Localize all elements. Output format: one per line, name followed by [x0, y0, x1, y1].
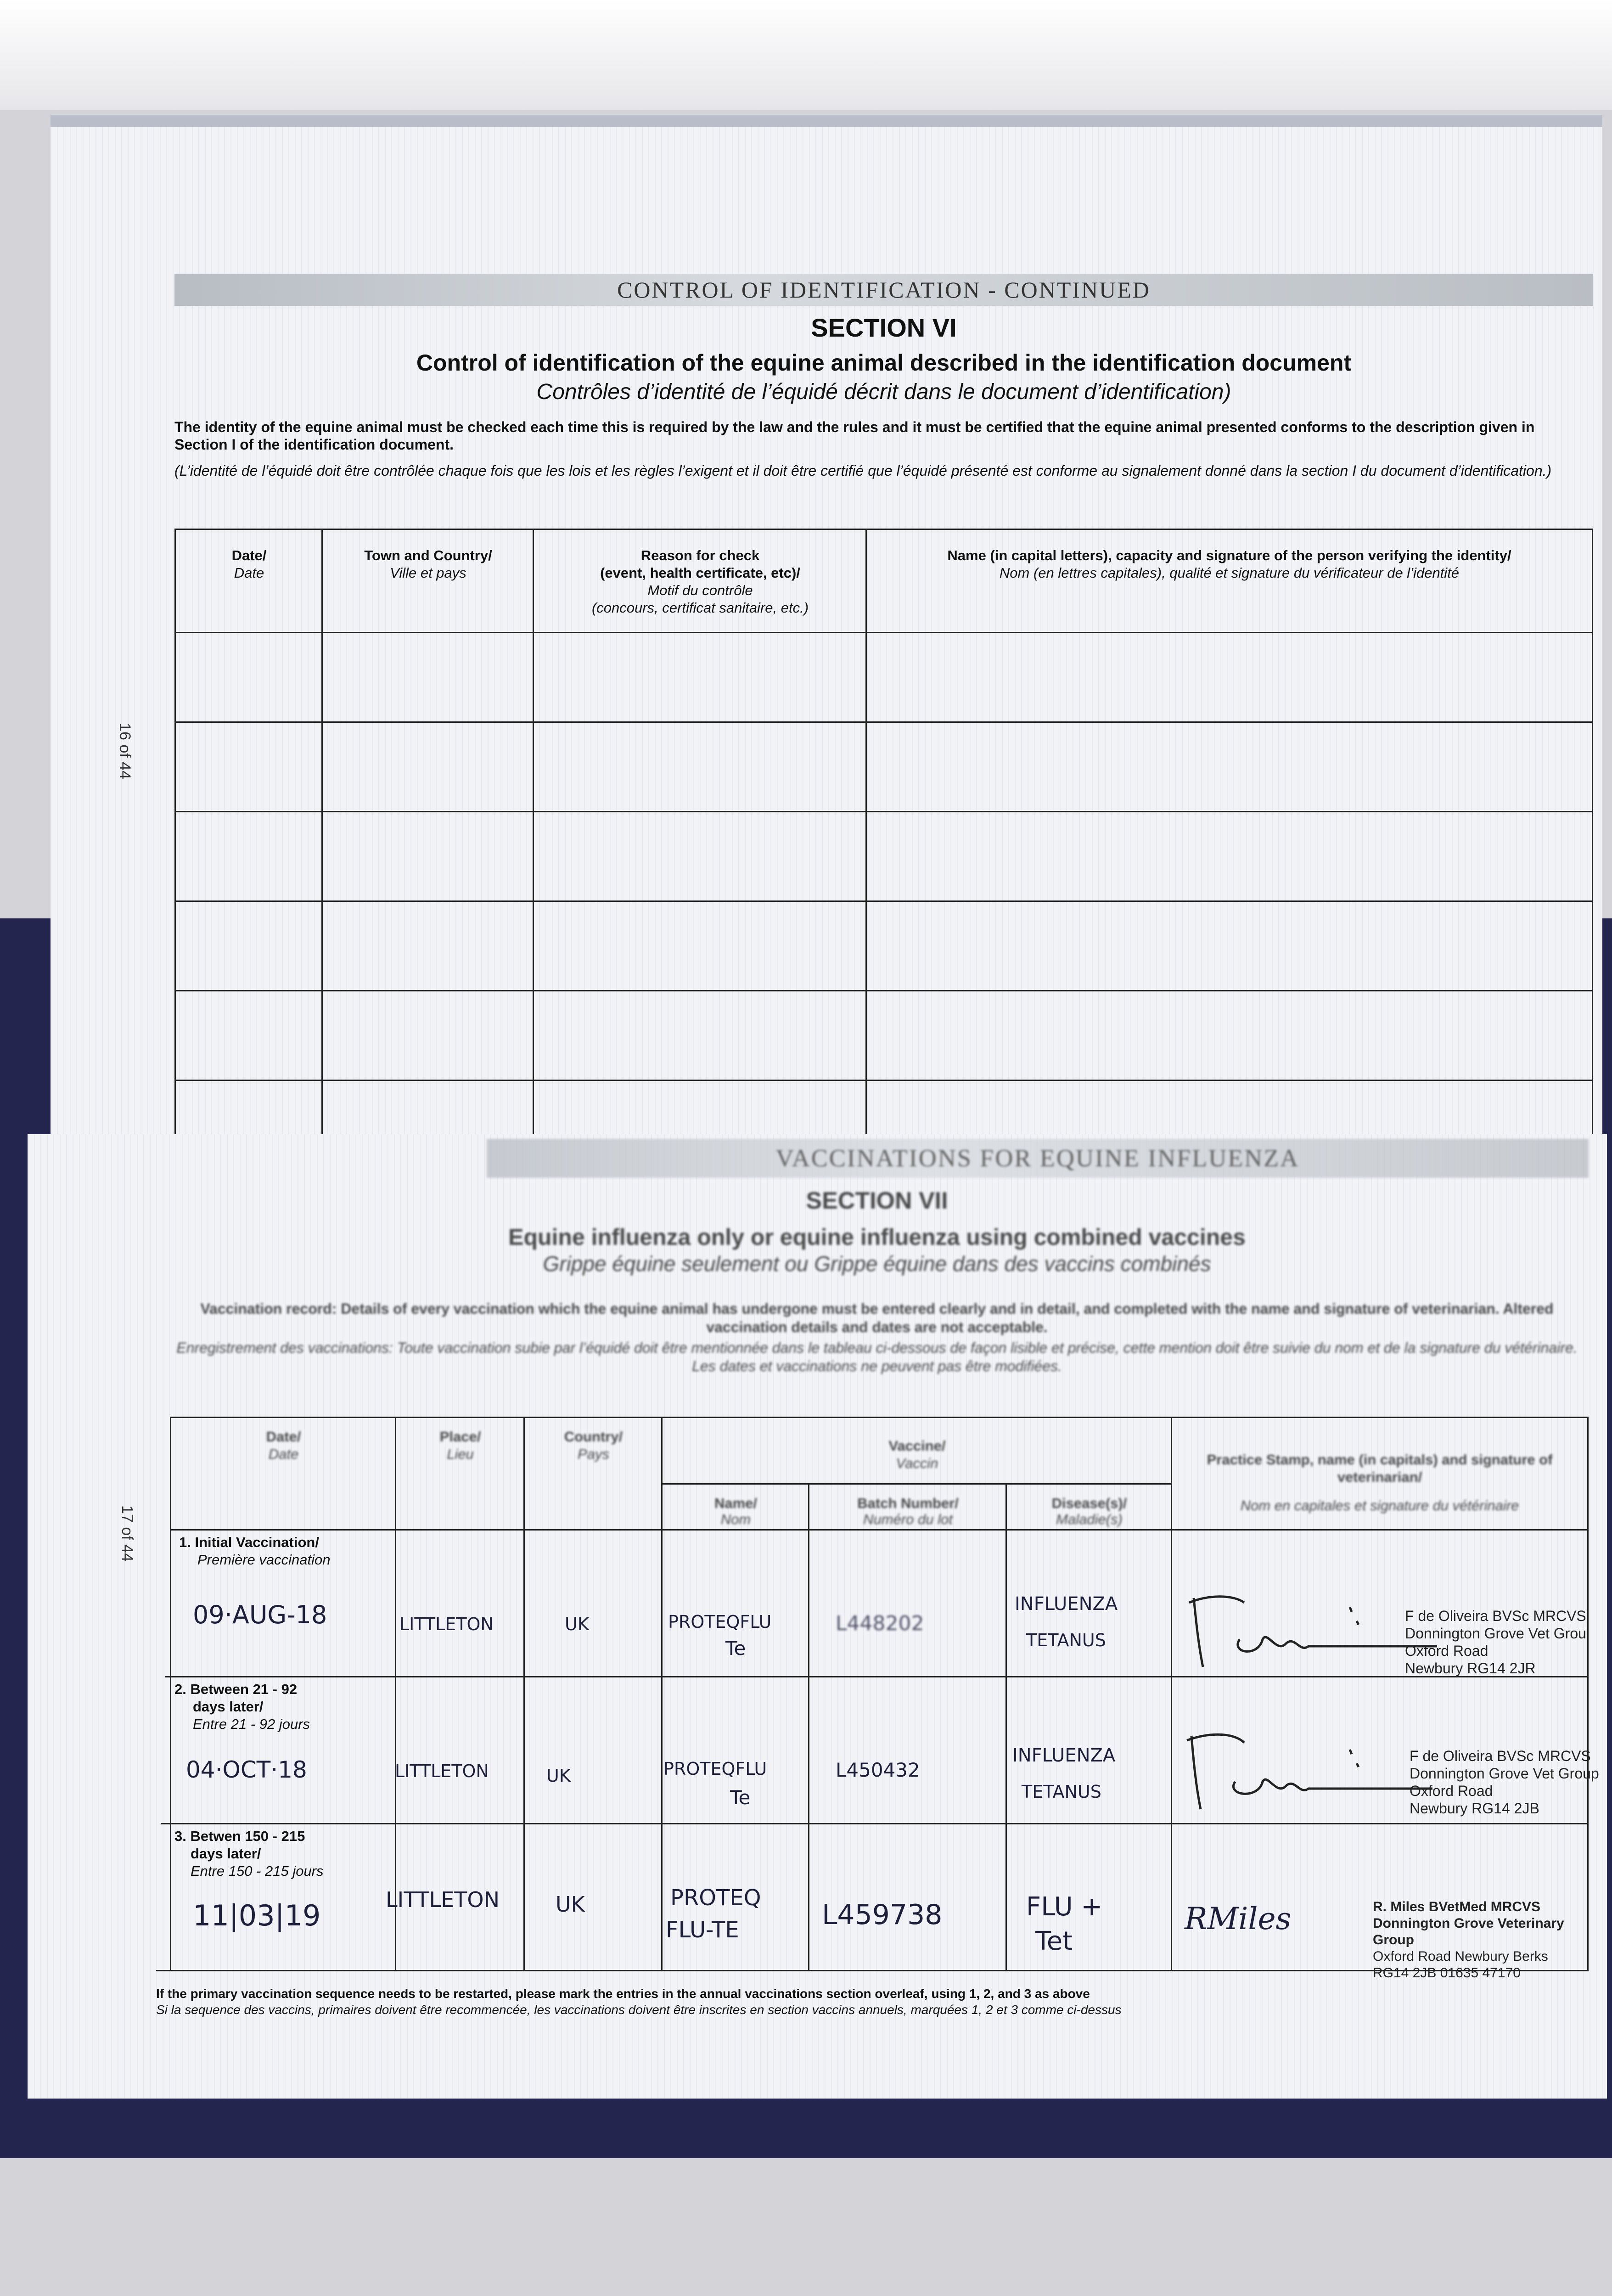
col-vaccine: Vaccine/ [888, 1438, 946, 1454]
col-stamp: Practice Stamp, name (in capitals) and signature of veterinarian/ [1207, 1452, 1553, 1485]
disease: INFLUENZA [1015, 1593, 1118, 1615]
stamp-line: F de Oliveira BVSc MRCVS [1405, 1608, 1586, 1624]
col-date: Date/ [266, 1429, 301, 1445]
col-country: Country/ [564, 1429, 623, 1445]
batch-number: L459738 [822, 1899, 943, 1931]
vet-stamp [1373, 1899, 1607, 1981]
scanner-background [0, 0, 1612, 110]
stamp-line: R. Miles BVetMed MRCVS [1373, 1899, 1541, 1914]
row-label-fr: Entre 150 - 215 jours [191, 1863, 324, 1879]
row-label-fr: Entre 21 - 92 jours [193, 1716, 310, 1732]
row-label: 1. Initial Vaccination/ [179, 1534, 319, 1550]
batch-number: L450432 [836, 1759, 920, 1781]
passport-page-16 [51, 115, 1602, 1151]
col-verifier-fr: Nom (en lettres capitales), qualité et signature du vérificateur de l’identité [999, 565, 1460, 581]
stamp-line: Oxford Road [1410, 1783, 1493, 1799]
row-label-2: days later/ [193, 1699, 264, 1715]
vaccine-name-2: Te [730, 1786, 751, 1809]
stamp-line: Donnington Grove Veterinary Group [1373, 1916, 1564, 1947]
col-disease-fr: Maladie(s) [1056, 1511, 1123, 1527]
page-number: 17 of 44 [118, 1505, 136, 1562]
col-country-fr: Pays [578, 1446, 609, 1462]
stamp-line: Newbury RG14 2JR [1405, 1660, 1536, 1677]
intro-text-fr: Enregistrement des vaccinations: Toute vaccination subie par l’équidé doit être mentionnée dans le tableau ci-dessous de façon lisible et précise, cette mention doit être suivie du nom et de la signature du vétérinaire. Les dates et vaccinations ne peuvent pas être modifiées. [176, 1339, 1578, 1374]
vaccination-date: 09·AUG-18 [193, 1600, 327, 1629]
col-town-fr: Ville et pays [390, 565, 466, 581]
vet-signature: RMiles [1185, 1901, 1292, 1936]
page-number: 16 of 44 [116, 723, 134, 779]
footer-note: If the primary vaccination sequence needs to be restarted, please mark the entries in the annual vaccinations section overleaf, using 1, 2, and 3 as above [156, 1986, 1090, 2001]
col-verifier: Name (in capital letters), capacity and signature of the person verifying the identity/ [947, 547, 1511, 563]
footer-note-fr: Si la sequence des vaccins, primaires doivent être recommencée, les vaccinations doivent être inscrites en section vaccins annuels, marquées 1, 2 et 3 comme ci-dessus [156, 2003, 1122, 2017]
vaccination-place: LITTLETON [399, 1614, 494, 1634]
col-date-fr: Date [268, 1446, 299, 1462]
vaccine-name: PROTEQFLU [663, 1759, 767, 1779]
vaccination-date: 04·OCT·18 [186, 1756, 307, 1783]
col-reason-2: (event, health certificate, etc)/ [600, 565, 800, 581]
col-vaccine-name-fr: Nom [720, 1511, 751, 1527]
section-banner: CONTROL OF IDENTIFICATION - CONTINUED [174, 274, 1593, 306]
stamp-line: F de Oliveira BVSc MRCVS [1410, 1748, 1591, 1764]
intro-text-fr: (L’identité de l’équidé doit être contrôlée chaque fois que les lois et les règles l’exigent et il doit être certifié que l’équidé présenté est conforme au signalement donné dans la section I du document d’identification.) [174, 462, 1552, 479]
vaccination-country: UK [546, 1766, 571, 1786]
intro-text: Vaccination record: Details of every vaccination which the equine animal has undergone must be entered clearly and in detail, and completed with the name and signature of veterinarian. Altered vaccination details and dates are not acceptable. [200, 1300, 1554, 1335]
row-label-fr: Première vaccination [197, 1552, 331, 1568]
col-stamp-fr: Nom en capitales et signature du vétérinaire [1240, 1497, 1519, 1514]
col-vaccine-fr: Vaccin [896, 1455, 938, 1471]
vaccination-country: UK [556, 1892, 585, 1917]
batch-number: L448202 [836, 1612, 924, 1635]
intro-text: The identity of the equine animal must be checked each time this is required by the law and the rules and it must be certified that the equine animal presented conforms to the description given in Section I of the identification document. [174, 419, 1535, 453]
col-reason-fr-2: (concours, certificat sanitaire, etc.) [591, 600, 809, 616]
vaccine-name-2: FLU-TE [666, 1917, 739, 1943]
vaccination-place: LITTLETON [386, 1887, 500, 1912]
section-title: Equine influenza only or equine influenza using combined vaccines [508, 1224, 1246, 1250]
vaccine-name: PROTEQ [670, 1885, 761, 1911]
row-label: 2. Between 21 - 92 [174, 1681, 298, 1697]
stamp-line: Donnington Grove Vet Group [1410, 1765, 1599, 1782]
col-disease: Disease(s)/ [1051, 1495, 1127, 1511]
vet-signature [1185, 1589, 1442, 1671]
disease-2: TETANUS [1026, 1630, 1106, 1650]
col-batch-fr: Numéro du lot [863, 1511, 953, 1527]
col-town: Town and Country/ [364, 547, 492, 563]
col-date: Date/ [231, 547, 267, 563]
section-banner: VACCINATIONS FOR EQUINE INFLUENZA [487, 1139, 1589, 1178]
section-title-fr: Grippe équine seulement ou Grippe équine dans des vaccins combinés [543, 1252, 1211, 1276]
passport-page-17 [28, 1134, 1607, 2099]
stamp-line: Newbury RG14 2JB [1410, 1800, 1539, 1817]
col-vaccine-name: Name/ [714, 1495, 758, 1511]
col-reason: Reason for check [640, 547, 760, 563]
section-heading: SECTION VII [806, 1187, 948, 1214]
col-place: Place/ [439, 1429, 481, 1445]
vaccination-country: UK [565, 1614, 589, 1634]
col-date-fr: Date [234, 565, 264, 581]
stamp-line: Donnington Grove Vet Grou [1405, 1625, 1586, 1642]
section-title-fr: Contrôles d’identité de l’équidé décrit dans le document d’identification) [536, 380, 1231, 404]
disease-2: TETANUS [1022, 1782, 1101, 1802]
vet-stamp [1405, 1607, 1586, 1677]
section-heading: SECTION VI [811, 313, 957, 342]
row-label: 3. Betwen 150 - 215 [174, 1828, 305, 1844]
vaccination-date: 11|03|19 [193, 1899, 321, 1932]
vet-signature [1180, 1727, 1437, 1814]
stamp-line: RG14 2JB 01635 47170 [1373, 1965, 1521, 1981]
col-batch: Batch Number/ [857, 1495, 959, 1511]
stamp-line: Oxford Road [1405, 1643, 1488, 1659]
vaccine-name: PROTEQFLU [668, 1612, 772, 1632]
vaccine-name-2: Te [725, 1637, 746, 1660]
disease: INFLUENZA [1012, 1745, 1116, 1766]
section-title: Control of identification of the equine animal described in the identification document [416, 350, 1352, 376]
col-place-fr: Lieu [447, 1446, 474, 1462]
vaccination-place: LITTLETON [395, 1761, 489, 1781]
disease: FLU + [1026, 1892, 1103, 1922]
col-reason-fr: Motif du contrôle [647, 582, 753, 598]
vet-stamp [1410, 1747, 1599, 1817]
stamp-line: Oxford Road Newbury Berks [1373, 1949, 1548, 1964]
disease-2: Tet [1035, 1926, 1073, 1956]
row-label-2: days later/ [191, 1846, 261, 1862]
